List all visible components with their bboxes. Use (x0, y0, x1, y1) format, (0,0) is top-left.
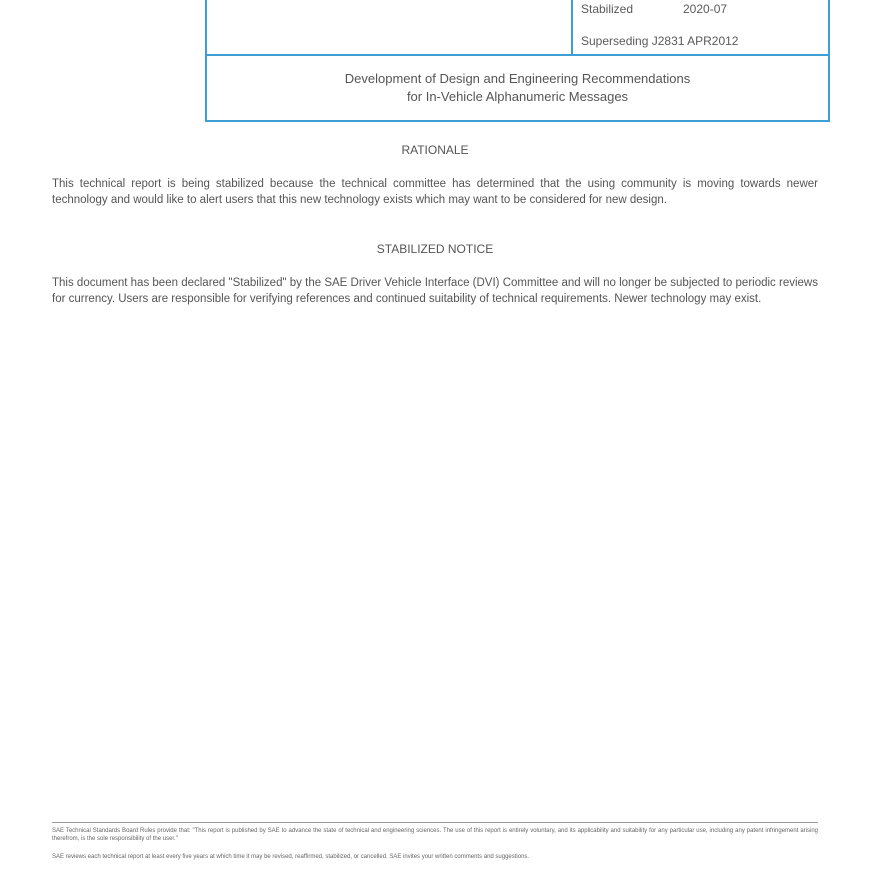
footer-divider (52, 822, 818, 823)
rationale-heading: RATIONALE (401, 143, 469, 157)
header-divider (571, 0, 573, 54)
header-top-row (207, 0, 828, 56)
stabilized-label: Stabilized (581, 2, 634, 16)
rationale-text: This technical report is being stabilized because the technical committee has determined that the using community is moving towards newer technology and would like to alert users that this new technology exists which may want to be considered for new design. (52, 178, 818, 206)
superseding-value: J2831 APR2012 (651, 34, 739, 48)
stabilized-notice-text: This document has been declared "Stabilized" by the SAE Driver Vehicle Interface (DVI) Committee and will no longer be subjected to periodic reviews for currency. Users are responsible for verifying references and continued suitability of technical requirements. Newer technology may exist. (52, 277, 818, 305)
document-title-line2: for In-Vehicle Alphanumeric Messages (406, 89, 629, 104)
superseding-row (581, 34, 738, 48)
document-title-line1: Development of Design and Engineering Recommendations (344, 71, 691, 86)
document-header-box (205, 0, 830, 122)
footer-line2: SAE reviews each technical report at least every five years at which time it may be revised, reaffirmed, stabilized, or cancelled. SAE invites your written comments and suggestions. (52, 854, 530, 860)
superseding-label: Superseding (581, 34, 649, 48)
stabilized-notice-heading: STABILIZED NOTICE (376, 242, 494, 256)
footer-line1: SAE Technical Standards Board Rules provide that: "This report is published by SAE to advance the state of technical and engineering sciences. The use of this report is entirely voluntary, and its applicability and suitability for any particular use, including any patent infringement arising therefrom, is the sole responsibility of the user." (52, 828, 818, 842)
stabilized-row (581, 2, 727, 16)
document-title (207, 70, 828, 106)
stabilized-value: 2020-07 (683, 2, 728, 16)
